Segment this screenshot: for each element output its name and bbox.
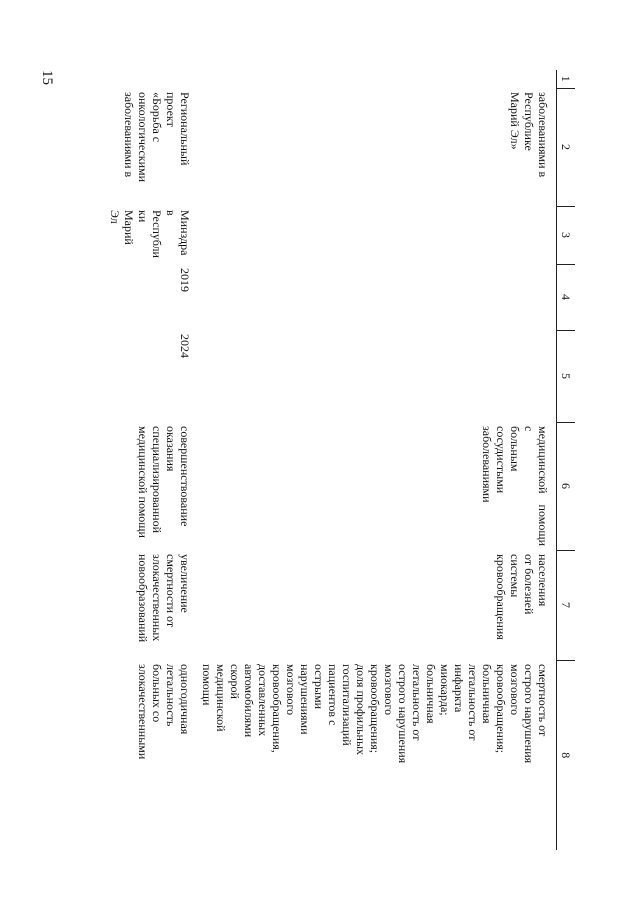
table-cell-indicators: одногодичная летальность больных со злокачественными (136, 664, 192, 760)
table-cell-number (106, 70, 198, 88)
table-cell-number (198, 70, 557, 88)
table-cell-indicators: смертность от острого нарушения мозгового кровообращения; больничная летальность от инфаркта миокарда; больничная летальность от острого нарушения мозгового кровообращения; доля профильных госпитализаций пациентов с острыми нарушениями мозгового кровообращения, доставленных автомобилями скорой медицинской помощи (200, 664, 550, 764)
rotated-page-content (75, 70, 575, 890)
table-cell-consequences: увеличение смертности от злокачественных новообразований (136, 554, 192, 643)
table-cell-end-year: 2024 (178, 334, 192, 358)
table-cell-expected-result: совершенствование оказания специализированной медицинской помощи (136, 426, 192, 538)
column-header-5: 5 (557, 330, 576, 422)
table-cell-end-year (198, 330, 557, 422)
table-cell-project-name: Региональный проект «Борьба с онкологическими заболеваниями в (122, 92, 192, 183)
table-row (106, 70, 198, 850)
page-number: 15 (39, 70, 55, 85)
table-cell-responsible: Минздрав Республики Марий Эл (108, 210, 192, 258)
table-row (198, 70, 557, 850)
column-header-7: 7 (557, 550, 576, 660)
table-cell-project-name: заболеваниями в Республике Марий Эл» (508, 92, 550, 178)
table-cell-start-year: 2019 (178, 268, 192, 292)
column-header-8: 8 (557, 660, 576, 850)
column-header-6: 6 (557, 422, 576, 550)
table-cell-consequences: населения от болезней системы кровообращения (494, 554, 550, 640)
column-header-4: 4 (557, 264, 576, 330)
table-header (557, 70, 576, 850)
column-header-2: 2 (557, 88, 576, 206)
column-header-1: 1 (557, 70, 576, 88)
table-cell-responsible (198, 206, 557, 264)
column-header-3: 3 (557, 206, 576, 264)
document-table (106, 70, 575, 850)
table-cell-start-year (198, 264, 557, 330)
table-cell-expected-result: медицинской помощи с больным сосудистыми заболеваниями (480, 426, 550, 546)
